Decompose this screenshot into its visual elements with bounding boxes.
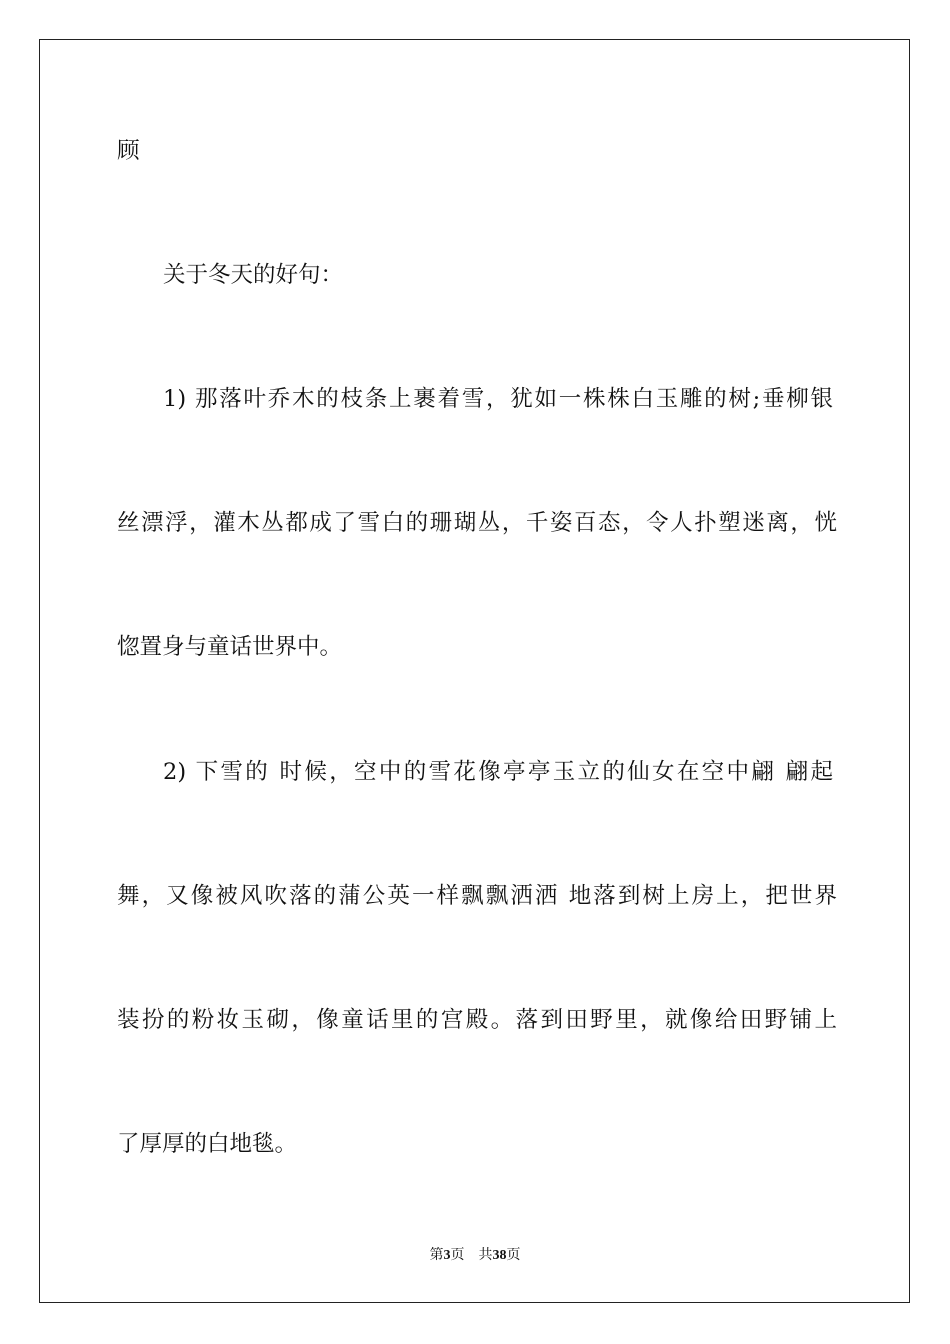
text-line: 2) 下雪的 时候，空中的雪花像亭亭玉立的仙女在空中翩 翩起 <box>163 759 833 785</box>
total-unit: 页 <box>506 1248 521 1263</box>
current-page-number: 3 <box>443 1248 451 1263</box>
text-line: 装扮的粉妆玉砌，像童话里的宫殿。落到田野里，就像给田野铺上 <box>117 1007 837 1033</box>
page-prefix: 第 <box>429 1248 444 1263</box>
text-line: 舞，又像被风吹落的蒲公英一样飘飘洒洒 地落到树上房上，把世界 <box>117 883 837 909</box>
page-border <box>39 39 910 1303</box>
text-line: 顾 <box>117 138 140 164</box>
total-prefix: 共 <box>478 1248 493 1263</box>
text-line: 了厚厚的白地毯。 <box>117 1131 298 1157</box>
total-page-number: 38 <box>492 1248 507 1263</box>
text-line: 惚置身与童话世界中。 <box>117 634 343 660</box>
text-line: 丝漂浮，灌木丛都成了雪白的珊瑚丛，千姿百态，令人扑塑迷离，恍 <box>117 510 837 536</box>
page-footer <box>0 1246 950 1266</box>
text-line: 关于冬天的好句： <box>163 262 344 288</box>
text-line: 1) 那落叶乔木的枝条上裹着雪，犹如一株株白玉雕的树;垂柳银 <box>163 386 833 412</box>
page-unit: 页 <box>450 1248 465 1263</box>
